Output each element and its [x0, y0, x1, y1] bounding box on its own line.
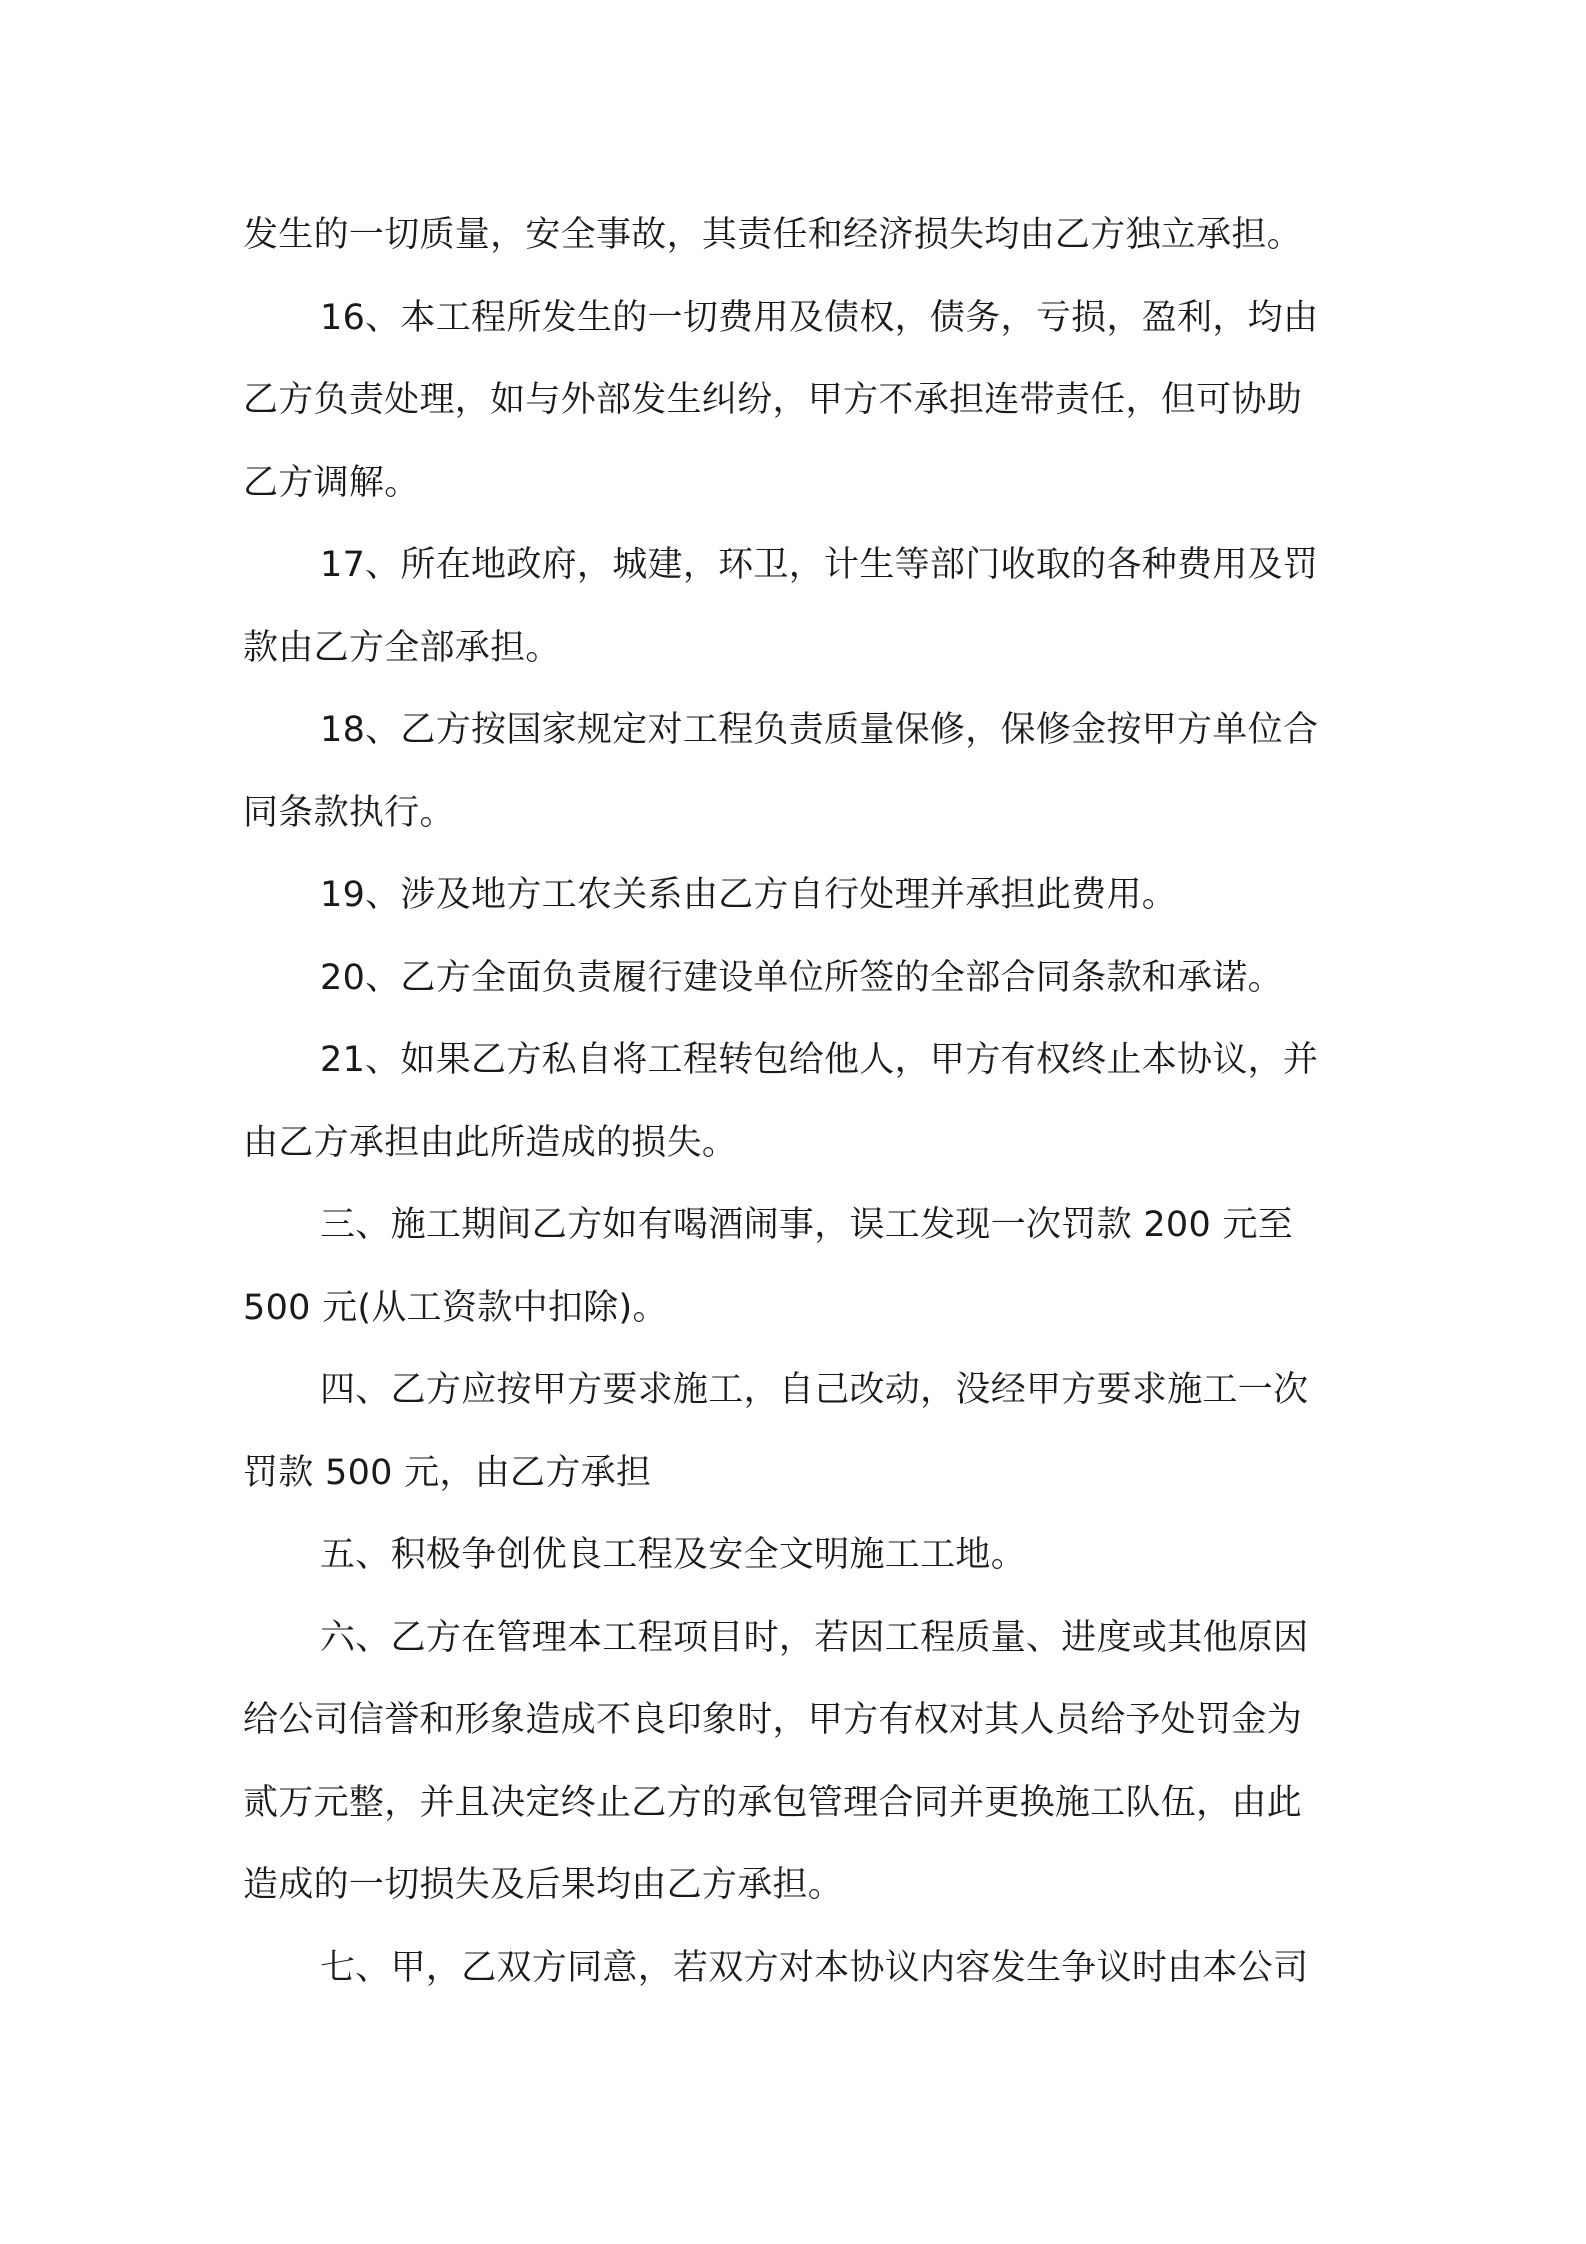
text-line: 给公司信誉和形象造成不良印象时，甲方有权对其人员给予处罚金为: [243, 1700, 1303, 1740]
text-line: 五、积极争创优良工程及安全文明施工工地。: [320, 1535, 1027, 1575]
text-line: 19、涉及地方工农关系由乙方自行处理并承担此费用。: [320, 875, 1178, 915]
text-line: 16、本工程所发生的一切费用及债权，债务，亏损，盈利，均由: [320, 297, 1319, 338]
text-line: 六、乙方在管理本工程项目时，若因工程质量、进度或其他原因: [320, 1617, 1309, 1658]
text-line: 同条款执行。: [243, 792, 455, 833]
text-line: 17、所在地政府，城建，环卫，计生等部门收取的各种费用及罚: [320, 545, 1319, 585]
text-line: 七、甲，乙双方同意，若双方对本协议内容发生争议时由本公司: [320, 1947, 1309, 1988]
text-line: 四、乙方应按甲方要求施工，自己改动，没经甲方要求施工一次: [320, 1370, 1309, 1410]
text-line: 罚款 500 元，由乙方承担: [243, 1452, 652, 1493]
text-line: 贰万元整，并且决定终止乙方的承包管理合同并更换施工队伍，由此: [243, 1782, 1303, 1823]
text-line: 500 元(从工资款中扣除)。: [243, 1287, 668, 1328]
document-body: [243, 194, 1363, 2009]
text-line: 三、施工期间乙方如有喝酒闹事，误工发现一次罚款 200 元至: [320, 1205, 1294, 1245]
text-line: 18、乙方按国家规定对工程负责质量保修，保修金按甲方单位合: [320, 710, 1319, 750]
text-line: 乙方调解。: [243, 462, 420, 503]
text-line: 发生的一切质量，安全事故，其责任和经济损失均由乙方独立承担。: [243, 215, 1303, 255]
text-line: 造成的一切损失及后果均由乙方承担。: [243, 1865, 844, 1905]
text-line: 20、乙方全面负责履行建设单位所签的全部合同条款和承诺。: [320, 957, 1283, 998]
text-line: 由乙方承担由此所造成的损失。: [243, 1122, 738, 1163]
text-line: 乙方负责处理，如与外部发生纠纷，甲方不承担连带责任，但可协助: [243, 380, 1303, 420]
text-line: 21、如果乙方私自将工程转包给他人，甲方有权终止本协议，并: [320, 1040, 1319, 1080]
text-line: 款由乙方全部承担。: [243, 627, 561, 668]
